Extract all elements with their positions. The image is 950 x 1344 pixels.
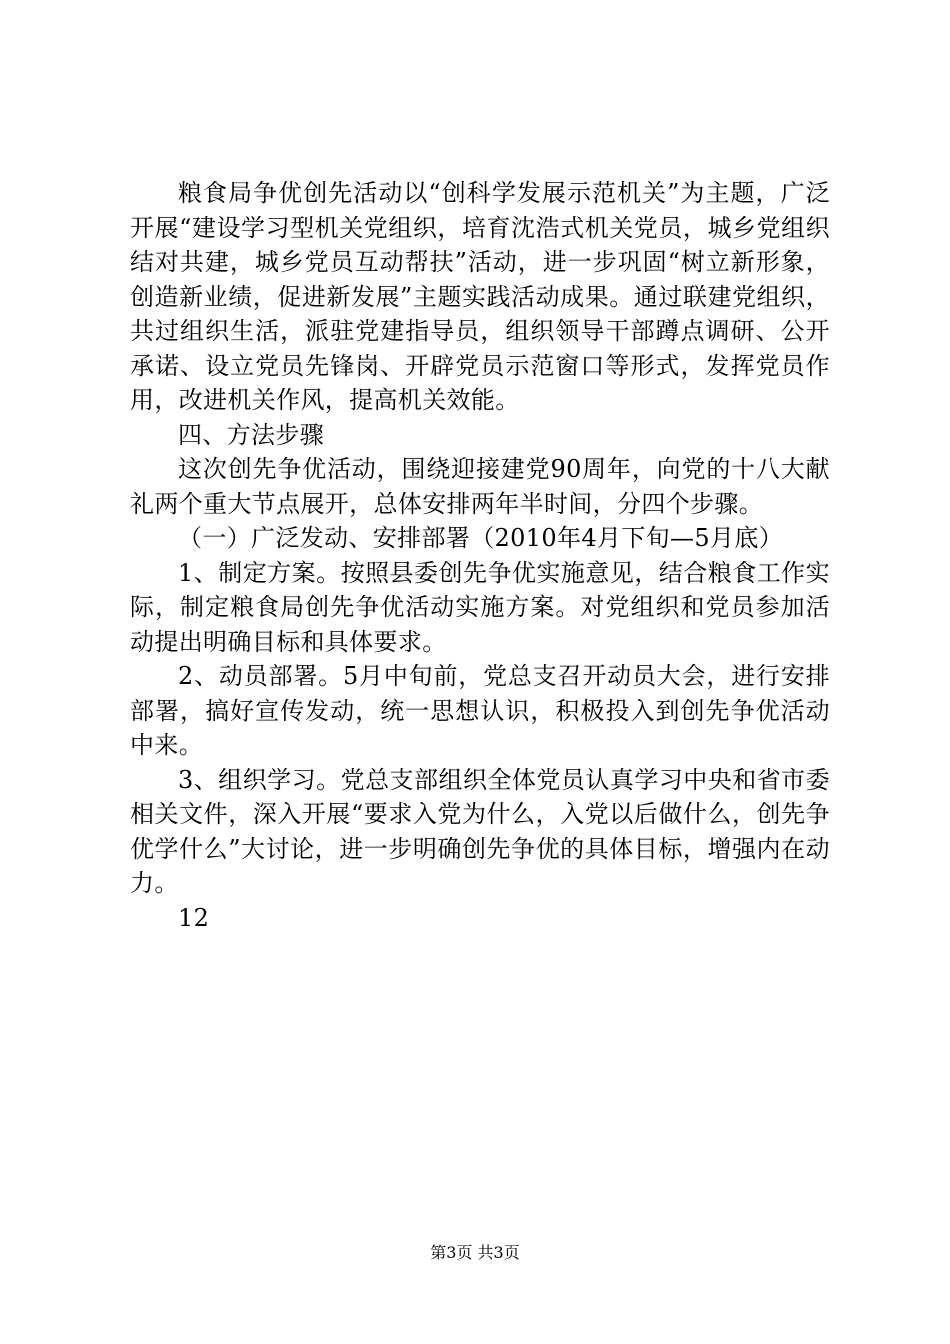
paragraph-step-3: 3、组织学习。党总支部组织全体党员认真学习中央和省市委相关文件，深入开展“要求入党为什么，入党以后做什么，创先争优学什么”大讨论，进一步明确创先争优的具体目标，增强内在动力。 [130,765,830,897]
document-body [130,176,830,935]
section-heading-methods: 四、方法步骤 [178,420,325,449]
paragraph-step-1: 1、制定方案。按照县委创先争优实施意见，结合粮食工作实际，制定粮食局创先争优活动实施方案。对党组织和党员参加活动提出明确目标和具体要求。 [130,558,830,656]
paragraph-overview: 这次创先争优活动，围绕迎接建党90周年，向党的十八大献礼两个重大节点展开，总体安排两年半时间，分四个步骤。 [130,455,830,518]
page-footer: 第3页 共3页 [430,1243,520,1262]
paragraph-trailing-number: 12 [178,903,210,932]
subsection-heading-mobilize: （一）广泛发动、安排部署（2010年4月下旬—5月底） [178,524,784,552]
paragraph-theme: 粮食局争优创先活动以“创科学发展示范机关”为主题，广泛开展“建设学习型机关党组织，培育沈浩式机关党员，城乡党组织结对共建，城乡党员互动帮扶”活动，进一步巩固“树立新形象，创造新业绩，促进新发展”主题实践活动成果。通过联建党组织，共过组织生活，派驻党建指导员，组织领导干部蹲点调研、公开承诺、设立党员先锋岗、开辟党员示范窗口等形式，发挥党员作用，改进机关作风，提高机关效能。 [130,179,830,414]
paragraph-step-2: 2、动员部署。5月中旬前，党总支召开动员大会，进行安排部署，搞好宣传发动，统一思想认识，积极投入到创先争优活动中来。 [130,662,830,759]
